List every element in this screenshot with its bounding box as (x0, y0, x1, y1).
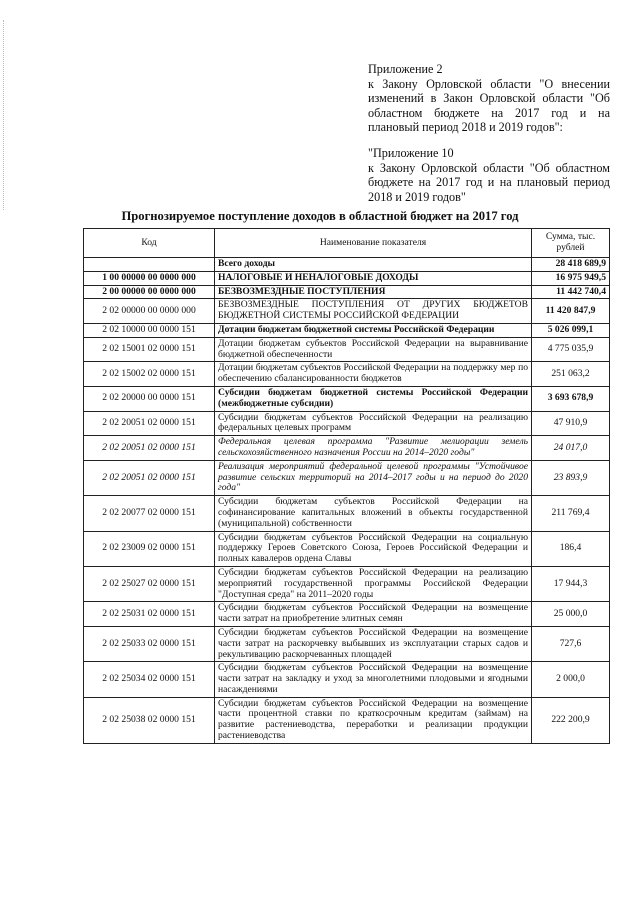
row-amount: 727,6 (532, 626, 610, 661)
row-amount: 211 769,4 (532, 496, 610, 531)
revenue-table (83, 228, 610, 744)
row-code: 2 02 20051 02 0000 151 (84, 436, 215, 461)
table-row (84, 271, 610, 285)
row-amount: 24 017,0 (532, 436, 610, 461)
row-code: 2 02 20077 02 0000 151 (84, 496, 215, 531)
row-code: 2 02 15001 02 0000 151 (84, 337, 215, 362)
row-name: Федеральная целевая программа "Развитие мелиорации земель сельскохозяйственного назначения России на 2014–2020 годы" (215, 436, 532, 461)
table-row (84, 566, 610, 601)
table-header-row (84, 229, 610, 258)
row-code: 2 02 23009 02 0000 151 (84, 531, 215, 566)
row-name: Всего доходы (215, 258, 532, 272)
table-row (84, 460, 610, 495)
row-amount: 16 975 949,5 (532, 271, 610, 285)
table-row (84, 258, 610, 272)
table-row (84, 602, 610, 627)
row-name: Дотации бюджетам субъектов Российской Федерации на выравнивание бюджетной обеспеченности (215, 337, 532, 362)
row-amount: 3 693 678,9 (532, 386, 610, 411)
row-amount: 17 944,3 (532, 566, 610, 601)
table-row (84, 626, 610, 661)
row-code: 2 02 20000 00 0000 151 (84, 386, 215, 411)
row-code: 2 02 00000 00 0000 000 (84, 299, 215, 324)
row-amount: 251 063,2 (532, 362, 610, 387)
table-row (84, 531, 610, 566)
row-code: 2 02 25031 02 0000 151 (84, 602, 215, 627)
row-code: 2 02 25038 02 0000 151 (84, 697, 215, 743)
table-row (84, 436, 610, 461)
column-header-name: Наименование показателя (215, 229, 532, 258)
row-amount: 28 418 689,9 (532, 258, 610, 272)
row-amount: 222 200,9 (532, 697, 610, 743)
row-amount: 47 910,9 (532, 411, 610, 436)
appendix-law-reference: к Закону Орловской области "О внесении изменений в Закон Орловской области "Об областном бюджете на 2017 год и на плановый период 2018 и 2019 годов": (368, 76, 610, 135)
row-code: 2 02 25033 02 0000 151 (84, 626, 215, 661)
row-name: Субсидии бюджетам субъектов Российской Федерации на реализацию федеральных целевых программ (215, 411, 532, 436)
row-name: Субсидии бюджетам субъектов Российской Федерации на возмещение части затрат на раскорчевку выбывших из эксплуатации старых садов и рекультивацию раскорчеванных площадей (215, 626, 532, 661)
row-amount: 5 026 099,1 (532, 323, 610, 337)
table-row (84, 697, 610, 743)
row-amount: 186,4 (532, 531, 610, 566)
row-amount: 23 893,9 (532, 460, 610, 495)
row-name: Субсидии бюджетам субъектов Российской Федерации на возмещение части затрат на закладку и уход за многолетними плодовыми и ягодными насаждениями (215, 662, 532, 697)
row-amount: 11 420 847,9 (532, 299, 610, 324)
row-name: Реализация мероприятий федеральной целевой программы "Устойчивое развитие сельских территорий на 2014–2017 годы и на период до 2020 года" (215, 460, 532, 495)
scan-margin-mark (3, 20, 5, 210)
row-name: БЕЗВОЗМЕЗДНЫЕ ПОСТУПЛЕНИЯ ОТ ДРУГИХ БЮДЖЕТОВ БЮДЖЕТНОЙ СИСТЕМЫ РОССИЙСКОЙ ФЕДЕРАЦИИ (215, 299, 532, 324)
row-code (84, 258, 215, 272)
table-row (84, 337, 610, 362)
row-code: 2 02 25034 02 0000 151 (84, 662, 215, 697)
row-name: БЕЗВОЗМЕЗДНЫЕ ПОСТУПЛЕНИЯ (215, 285, 532, 299)
column-header-code: Код (84, 229, 215, 258)
row-name: Субсидии бюджетам субъектов Российской Федерации на реализацию мероприятий государственной программы Российской Федерации "Доступная среда" на 2011–2020 годы (215, 566, 532, 601)
table-row (84, 386, 610, 411)
row-code: 2 00 00000 00 0000 000 (84, 285, 215, 299)
row-code: 2 02 20051 02 0000 151 (84, 460, 215, 495)
row-name: Субсидии бюджетам субъектов Российской Федерации на социальную поддержку Героев Советского Союза, Героев Российской Федерации и полных кавалеров ордена Славы (215, 531, 532, 566)
row-code: 2 02 20051 02 0000 151 (84, 411, 215, 436)
row-name: Субсидии бюджетам субъектов Российской Федерации на возмещение части затрат на приобретение элитных семян (215, 602, 532, 627)
document-title: Прогнозируемое поступление доходов в областной бюджет на 2017 год (121, 209, 519, 223)
row-name: Субсидии бюджетам бюджетной системы Российской Федерации (межбюджетные субсидии) (215, 386, 532, 411)
table-row (84, 323, 610, 337)
appendix-header (368, 62, 610, 204)
table-row (84, 299, 610, 324)
quoted-appendix-number: "Приложение 10 (368, 145, 454, 160)
table-row (84, 362, 610, 387)
row-name: Дотации бюджетам субъектов Российской Федерации на поддержку мер по обеспечению сбалансированности бюджетов (215, 362, 532, 387)
quoted-law-reference: к Закону Орловской области "Об областном бюджете на 2017 год и на плановый период 2018 и 2019 годов" (368, 160, 610, 204)
appendix-number: Приложение 2 (368, 62, 443, 76)
table-row (84, 496, 610, 531)
column-header-amount: Сумма, тыс. рублей (532, 229, 610, 258)
table-row (84, 662, 610, 697)
row-amount: 4 775 035,9 (532, 337, 610, 362)
row-amount: 25 000,0 (532, 602, 610, 627)
row-name: Дотации бюджетам бюджетной системы Российской Федерации (215, 323, 532, 337)
row-name: Субсидии бюджетам субъектов Российской Федерации на софинансирование капитальных вложений в объекты государственной (муниципальной) собственности (215, 496, 532, 531)
row-amount: 11 442 740,4 (532, 285, 610, 299)
row-code: 2 02 10000 00 0000 151 (84, 323, 215, 337)
table-row (84, 285, 610, 299)
row-code: 2 02 25027 02 0000 151 (84, 566, 215, 601)
row-name: НАЛОГОВЫЕ И НЕНАЛОГОВЫЕ ДОХОДЫ (215, 271, 532, 285)
row-code: 1 00 00000 00 0000 000 (84, 271, 215, 285)
row-name: Субсидии бюджетам субъектов Российской Федерации на возмещение части процентной ставки по краткосрочным кредитам (займам) на развитие растениеводства, переработки и реализации продукции растениеводства (215, 697, 532, 743)
table-row (84, 411, 610, 436)
row-code: 2 02 15002 02 0000 151 (84, 362, 215, 387)
row-amount: 2 000,0 (532, 662, 610, 697)
